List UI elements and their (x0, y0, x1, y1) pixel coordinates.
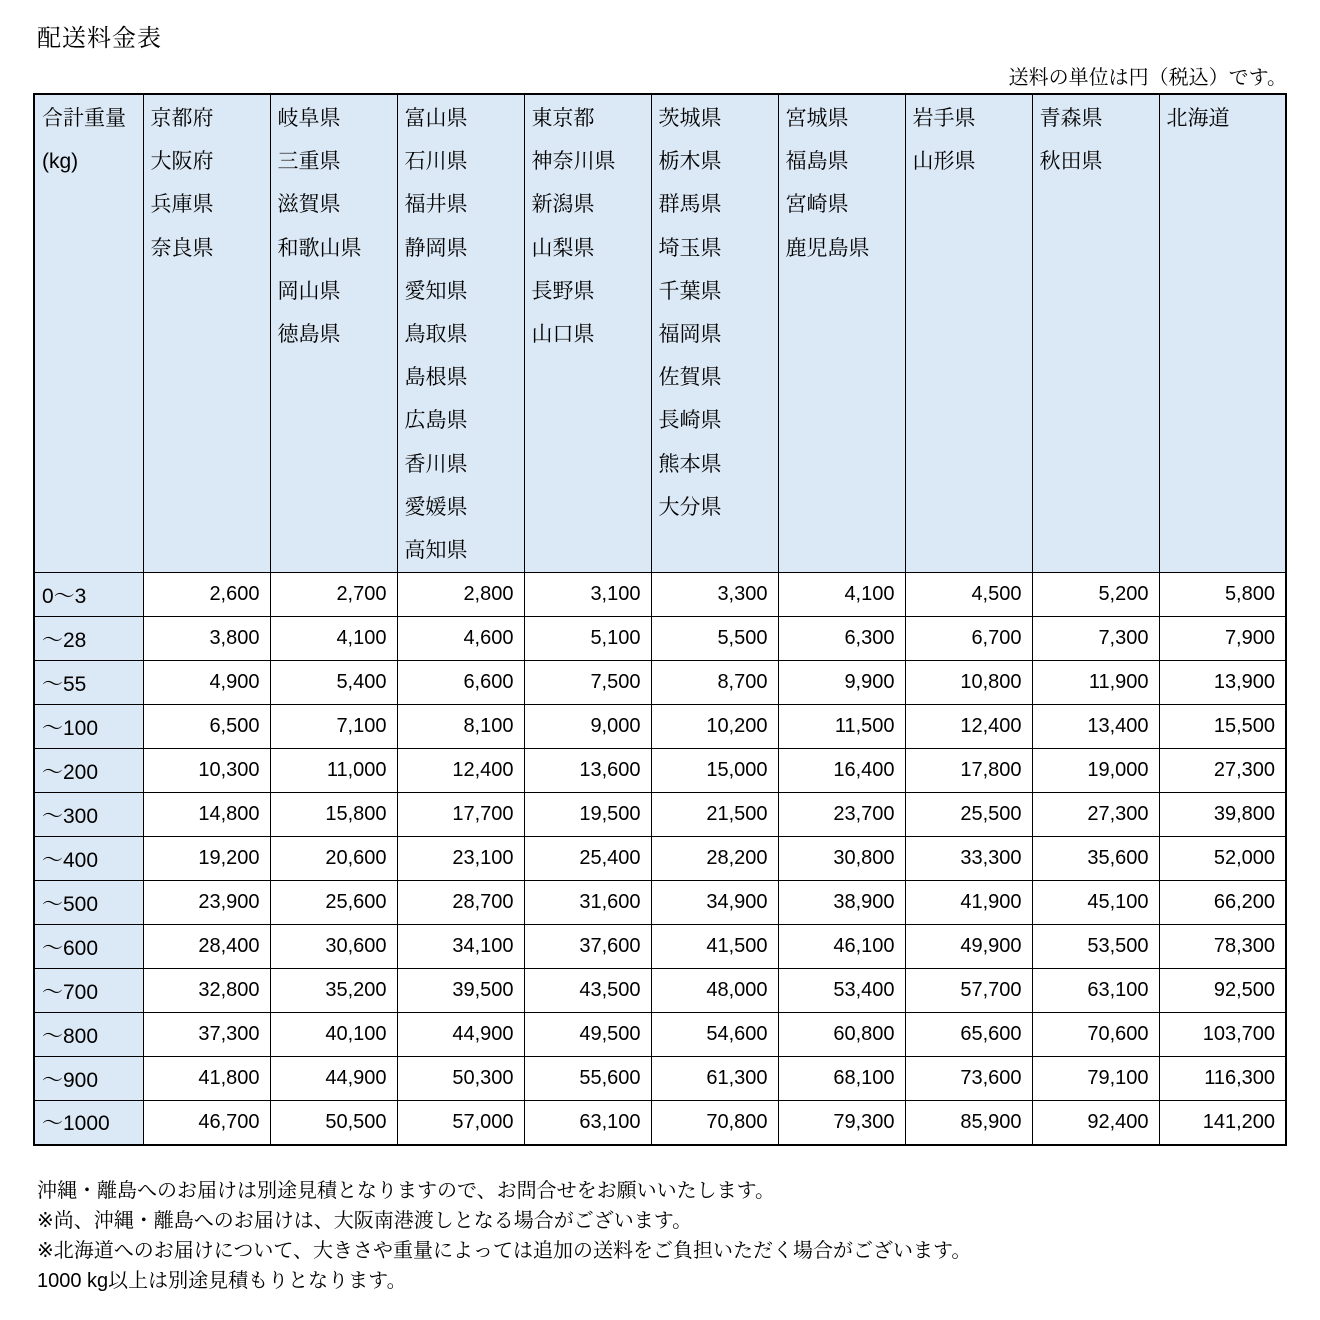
fee-cell: 5,400 (270, 661, 397, 705)
prefecture-label: 北海道 (1166, 107, 1230, 130)
prefecture-label: 富山県 (404, 107, 468, 130)
fee-cell: 3,800 (143, 617, 270, 661)
fee-cell: 41,500 (651, 925, 778, 969)
region-column-header (778, 94, 905, 573)
fee-cell: 19,500 (524, 793, 651, 837)
fee-cell: 57,700 (905, 969, 1032, 1013)
fee-cell: 14,800 (143, 793, 270, 837)
prefecture-label: 香川県 (404, 452, 468, 476)
fee-cell: 16,400 (778, 749, 905, 793)
fee-cell: 44,900 (270, 1057, 397, 1101)
prefecture-label: 岐阜県 (277, 107, 341, 130)
fee-cell: 103,700 (1159, 1013, 1286, 1057)
fee-cell: 57,000 (397, 1101, 524, 1145)
notes (37, 1176, 1287, 1296)
fee-cell: 15,500 (1159, 705, 1286, 749)
fee-cell: 10,800 (905, 661, 1032, 705)
weight-cell: ～300 (34, 793, 143, 837)
fee-cell: 50,300 (397, 1057, 524, 1101)
fee-cell: 43,500 (524, 969, 651, 1013)
fee-cell: 12,400 (905, 705, 1032, 749)
region-column-header (143, 94, 270, 573)
weight-cell: ～500 (34, 881, 143, 925)
fee-cell: 45,100 (1032, 881, 1159, 925)
weight-header-line1: 合計重量 (42, 107, 126, 130)
fee-cell: 6,500 (143, 705, 270, 749)
prefecture-label: 群馬県 (658, 193, 722, 217)
fee-cell: 34,100 (397, 925, 524, 969)
prefecture-label: 岩手県 (912, 107, 976, 130)
fee-cell: 21,500 (651, 793, 778, 837)
prefecture-label: 三重県 (277, 150, 341, 174)
fee-cell: 68,100 (778, 1057, 905, 1101)
prefecture-label: 佐賀県 (658, 366, 722, 390)
fee-cell: 25,500 (905, 793, 1032, 837)
prefecture-label: 愛媛県 (404, 495, 468, 519)
page-title: 配送料金表 (37, 25, 162, 52)
prefecture-label: 東京都 (531, 107, 595, 130)
prefecture-label: 栃木県 (658, 150, 722, 174)
fee-cell: 39,500 (397, 969, 524, 1013)
fee-cell: 54,600 (651, 1013, 778, 1057)
fee-cell: 7,500 (524, 661, 651, 705)
fee-cell: 35,600 (1032, 837, 1159, 881)
note-line: ※北海道へのお届けについて、大きさや重量によっては追加の送料をご負担いただく場合がございます。 (37, 1239, 972, 1262)
weight-cell: 0～3 (34, 573, 143, 617)
fee-cell: 78,300 (1159, 925, 1286, 969)
prefecture-label: 京都府 (150, 107, 214, 130)
prefecture-label: 愛知県 (404, 279, 468, 303)
fee-cell: 7,100 (270, 705, 397, 749)
fee-cell: 4,600 (397, 617, 524, 661)
fee-cell: 85,900 (905, 1101, 1032, 1145)
table-row (34, 661, 1286, 705)
prefecture-label: 和歌山県 (277, 236, 362, 260)
fee-cell: 92,500 (1159, 969, 1286, 1013)
weight-header-line2: (kg) (42, 150, 79, 174)
unit-note: 送料の単位は円（税込）です。 (1008, 67, 1287, 89)
prefecture-label: 宮城県 (785, 107, 849, 130)
prefecture-label: 徳島県 (277, 323, 341, 347)
fee-cell: 5,100 (524, 617, 651, 661)
prefecture-label: 岡山県 (277, 279, 341, 303)
fee-cell: 44,900 (397, 1013, 524, 1057)
prefecture-label: 宮崎県 (785, 193, 849, 217)
fee-cell: 5,200 (1032, 573, 1159, 617)
fee-cell: 65,600 (905, 1013, 1032, 1057)
fee-cell: 19,000 (1032, 749, 1159, 793)
fee-cell: 46,700 (143, 1101, 270, 1145)
fee-table-body (34, 573, 1286, 1145)
fee-cell: 30,800 (778, 837, 905, 881)
prefecture-label: 兵庫県 (150, 193, 214, 217)
weight-cell: ～400 (34, 837, 143, 881)
fee-cell: 70,800 (651, 1101, 778, 1145)
prefecture-label: 奈良県 (150, 236, 214, 260)
weight-cell: ～900 (34, 1057, 143, 1101)
prefecture-label: 茨城県 (658, 107, 722, 130)
prefecture-label: 長崎県 (658, 409, 722, 433)
fee-cell: 7,900 (1159, 617, 1286, 661)
prefecture-label: 大分県 (658, 495, 722, 519)
fee-cell: 53,400 (778, 969, 905, 1013)
fee-cell: 10,300 (143, 749, 270, 793)
table-row (34, 705, 1286, 749)
fee-cell: 27,300 (1159, 749, 1286, 793)
fee-cell: 34,900 (651, 881, 778, 925)
prefecture-label: 埼玉県 (658, 236, 722, 260)
fee-cell: 40,100 (270, 1013, 397, 1057)
fee-cell: 66,200 (1159, 881, 1286, 925)
fee-cell: 8,100 (397, 705, 524, 749)
fee-cell: 73,600 (905, 1057, 1032, 1101)
fee-cell: 5,500 (651, 617, 778, 661)
fee-cell: 6,600 (397, 661, 524, 705)
note-line: 沖縄・離島へのお届けは別途見積となりますので、お問合せをお願いいたします。 (37, 1179, 775, 1202)
prefecture-label: 秋田県 (1039, 150, 1103, 174)
fee-cell: 23,900 (143, 881, 270, 925)
weight-cell: ～1000 (34, 1101, 143, 1145)
fee-cell: 49,500 (524, 1013, 651, 1057)
fee-cell: 79,300 (778, 1101, 905, 1145)
table-row (34, 793, 1286, 837)
prefecture-label: 鹿児島県 (785, 236, 870, 260)
fee-cell: 38,900 (778, 881, 905, 925)
fee-cell: 31,600 (524, 881, 651, 925)
fee-cell: 28,400 (143, 925, 270, 969)
fee-cell: 25,600 (270, 881, 397, 925)
fee-cell: 48,000 (651, 969, 778, 1013)
weight-cell: ～600 (34, 925, 143, 969)
prefecture-label: 福岡県 (658, 323, 722, 347)
fee-cell: 3,300 (651, 573, 778, 617)
fee-cell: 5,800 (1159, 573, 1286, 617)
shipping-fee-table (33, 93, 1287, 1146)
fee-cell: 11,000 (270, 749, 397, 793)
fee-cell: 23,100 (397, 837, 524, 881)
fee-cell: 28,200 (651, 837, 778, 881)
prefecture-label: 青森県 (1039, 107, 1103, 130)
fee-cell: 13,600 (524, 749, 651, 793)
fee-cell: 20,600 (270, 837, 397, 881)
fee-cell: 15,800 (270, 793, 397, 837)
prefecture-label: 山口県 (531, 323, 595, 347)
fee-cell: 12,400 (397, 749, 524, 793)
table-row (34, 617, 1286, 661)
table-row (34, 1013, 1286, 1057)
fee-cell: 60,800 (778, 1013, 905, 1057)
weight-cell: ～200 (34, 749, 143, 793)
fee-cell: 63,100 (1032, 969, 1159, 1013)
fee-cell: 10,200 (651, 705, 778, 749)
fee-cell: 50,500 (270, 1101, 397, 1145)
fee-cell: 23,700 (778, 793, 905, 837)
prefecture-label: 神奈川県 (531, 150, 616, 174)
table-row (34, 881, 1286, 925)
fee-cell: 32,800 (143, 969, 270, 1013)
fee-cell: 4,100 (778, 573, 905, 617)
fee-cell: 37,600 (524, 925, 651, 969)
fee-cell: 37,300 (143, 1013, 270, 1057)
fee-cell: 2,600 (143, 573, 270, 617)
region-column-header (524, 94, 651, 573)
fee-cell: 17,800 (905, 749, 1032, 793)
fee-cell: 27,300 (1032, 793, 1159, 837)
table-row (34, 925, 1286, 969)
prefecture-label: 福島県 (785, 150, 849, 174)
fee-cell: 13,400 (1032, 705, 1159, 749)
fee-cell: 41,900 (905, 881, 1032, 925)
fee-cell: 11,500 (778, 705, 905, 749)
fee-cell: 41,800 (143, 1057, 270, 1101)
prefecture-label: 福井県 (404, 193, 468, 217)
prefecture-label: 山梨県 (531, 236, 595, 260)
weight-header-cell (34, 94, 143, 573)
prefecture-label: 長野県 (531, 279, 595, 303)
prefecture-label: 熊本県 (658, 452, 722, 476)
table-row (34, 1057, 1286, 1101)
fee-cell: 25,400 (524, 837, 651, 881)
fee-cell: 53,500 (1032, 925, 1159, 969)
fee-cell: 63,100 (524, 1101, 651, 1145)
fee-cell: 4,900 (143, 661, 270, 705)
prefecture-label: 広島県 (404, 409, 468, 433)
region-column-header (397, 94, 524, 573)
fee-cell: 3,100 (524, 573, 651, 617)
table-header-row (34, 94, 1286, 573)
region-column-header (1032, 94, 1159, 573)
prefecture-label: 千葉県 (658, 279, 722, 303)
fee-cell: 39,800 (1159, 793, 1286, 837)
fee-cell: 6,700 (905, 617, 1032, 661)
fee-cell: 30,600 (270, 925, 397, 969)
prefecture-label: 新潟県 (531, 193, 595, 217)
fee-cell: 8,700 (651, 661, 778, 705)
prefecture-label: 石川県 (404, 150, 468, 174)
table-row (34, 837, 1286, 881)
fee-cell: 7,300 (1032, 617, 1159, 661)
prefecture-label: 鳥取県 (404, 323, 468, 347)
fee-cell: 55,600 (524, 1057, 651, 1101)
note-line: 1000 kg以上は別途見積もりとなります。 (37, 1269, 407, 1292)
prefecture-label: 高知県 (404, 539, 468, 563)
fee-cell: 116,300 (1159, 1057, 1286, 1101)
region-column-header (1159, 94, 1286, 573)
fee-cell: 4,500 (905, 573, 1032, 617)
weight-cell: ～800 (34, 1013, 143, 1057)
fee-cell: 2,700 (270, 573, 397, 617)
fee-cell: 9,900 (778, 661, 905, 705)
weight-cell: ～28 (34, 617, 143, 661)
table-row (34, 969, 1286, 1013)
weight-cell: ～55 (34, 661, 143, 705)
fee-cell: 19,200 (143, 837, 270, 881)
fee-cell: 46,100 (778, 925, 905, 969)
region-column-header (905, 94, 1032, 573)
fee-cell: 9,000 (524, 705, 651, 749)
prefecture-label: 静岡県 (404, 236, 468, 260)
fee-cell: 4,100 (270, 617, 397, 661)
fee-cell: 28,700 (397, 881, 524, 925)
fee-cell: 52,000 (1159, 837, 1286, 881)
fee-cell: 49,900 (905, 925, 1032, 969)
table-row (34, 749, 1286, 793)
fee-cell: 92,400 (1032, 1101, 1159, 1145)
prefecture-label: 山形県 (912, 150, 976, 174)
prefecture-label: 島根県 (404, 366, 468, 390)
region-column-header (651, 94, 778, 573)
fee-cell: 13,900 (1159, 661, 1286, 705)
fee-cell: 15,000 (651, 749, 778, 793)
fee-cell: 11,900 (1032, 661, 1159, 705)
fee-cell: 35,200 (270, 969, 397, 1013)
table-row (34, 573, 1286, 617)
weight-cell: ～700 (34, 969, 143, 1013)
table-row (34, 1101, 1286, 1145)
region-column-header (270, 94, 397, 573)
weight-cell: ～100 (34, 705, 143, 749)
fee-cell: 17,700 (397, 793, 524, 837)
prefecture-label: 滋賀県 (277, 193, 341, 217)
fee-cell: 33,300 (905, 837, 1032, 881)
fee-cell: 6,300 (778, 617, 905, 661)
fee-cell: 61,300 (651, 1057, 778, 1101)
fee-cell: 70,600 (1032, 1013, 1159, 1057)
note-line: ※尚、沖縄・離島へのお届けは、大阪南港渡しとなる場合がございます。 (37, 1209, 693, 1232)
prefecture-label: 大阪府 (150, 150, 214, 174)
fee-cell: 79,100 (1032, 1057, 1159, 1101)
fee-cell: 141,200 (1159, 1101, 1286, 1145)
fee-cell: 2,800 (397, 573, 524, 617)
